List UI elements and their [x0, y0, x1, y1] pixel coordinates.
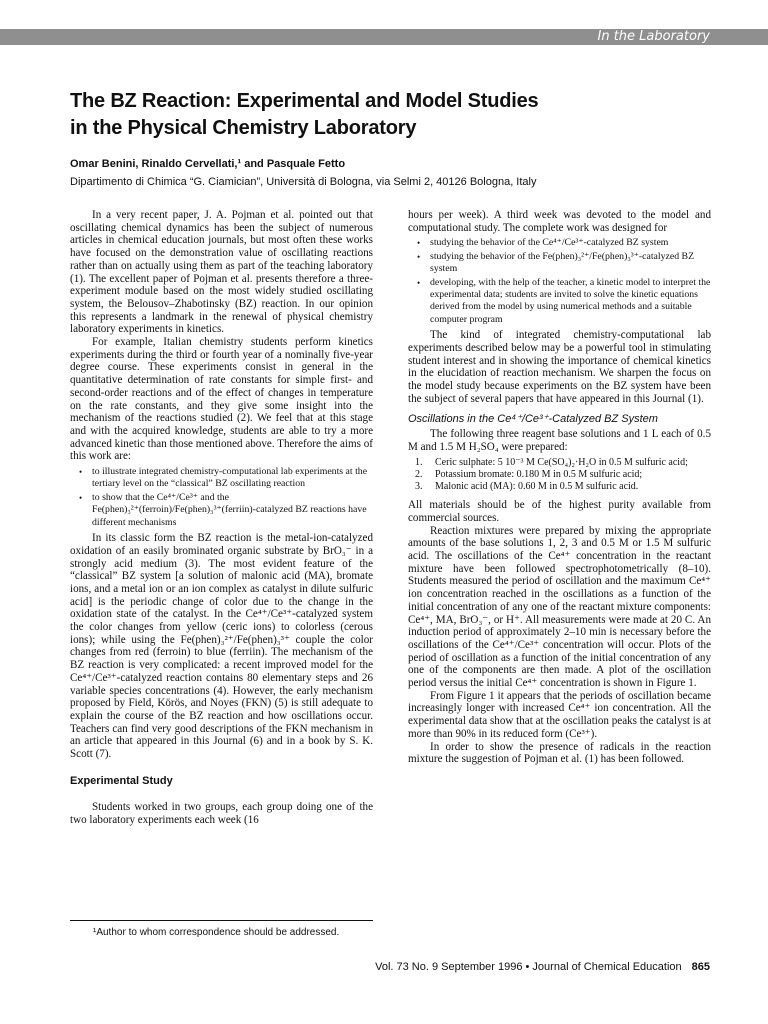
- aims-list: [70, 466, 373, 529]
- paragraph: hours per week). A third week was devoted to the model and computational study. The complete work was designed for: [408, 209, 711, 234]
- paragraph: Students worked in two groups, each group doing one of the two laboratory experiments each week (16: [70, 801, 373, 827]
- section-header-bar: [0, 29, 768, 45]
- paragraph: In order to show the presence of radicals in the reaction mixture the suggestion of Pojman et al. (1) has been followed.: [408, 740, 711, 766]
- affiliation: Dipartimento di Chimica “G. Ciamician”, Università di Bologna, via Selmi 2, 40126 Bologna, Italy: [70, 176, 537, 188]
- paragraph: From Figure 1 it appears that the periods of oscillation became increasingly longer with increased Ce⁴⁺ ion concentration. All the experimental data show that at the oscillation peaks the catalyst is at more than 90% in its reduced form (Ce³⁺).: [408, 689, 711, 740]
- paragraph: Reaction mixtures were prepared by mixing the appropriate amounts of the base solutions 1, 2, 3 and 0.5 M or 1.5 M sulfuric acid. The oscillations of the Ce⁴⁺ concentration in the reactant mixture have been followed spectrophotometrically (8–10). Students measured the period of oscillation and the maximum Ce⁴⁺ ion concentration reached in the oscillations as a function of the initial concentration of any one of the reactant mixture components: Ce⁴⁺, MA, BrO₃⁻, or H⁺. All measurements were made at 20 C. An induction period of approximately 2–10 min is necessary before the oscillations of the Ce⁴⁺/Ce³⁺ concentration will occur. Plots of the period of oscillation as a function of the initial concentration of any one of the components are then made. A plot of the oscillation period versus the initial Ce⁴⁺ concentration is shown in Figure 1.: [408, 524, 711, 690]
- list-item: • to show that the Ce⁴⁺/Ce³⁺ and the Fe(phen)₃²⁺(ferroin)/Fe(phen)₃³⁺(ferriin)-catalyzed BZ reactions have different mechanisms: [79, 491, 367, 528]
- section-label: In the Laboratory: [597, 29, 710, 44]
- title-line-2: in the Physical Chemistry Laboratory: [70, 117, 417, 139]
- left-column: [70, 209, 373, 827]
- paragraph: The following three reagent base solutions and 1 L each of 0.5 M and 1.5 M H₂SO₄ were prepared:: [408, 428, 711, 453]
- list-item: • studying the behavior of the Ce⁴⁺/Ce³⁺-catalyzed BZ system: [417, 237, 669, 249]
- page-number: 865: [691, 961, 710, 973]
- author-list: Omar Benini, Rinaldo Cervellati,¹ and Pasquale Fetto: [70, 158, 346, 170]
- solutions-list: [408, 457, 711, 494]
- title-line-1: The BZ Reaction: Experimental and Model Studies: [70, 90, 539, 112]
- bullet-icon: •: [417, 277, 421, 288]
- footnote: ¹Author to whom correspondence should be addressed.: [93, 927, 340, 938]
- list-item: 2. Potassium bromate: 0.180 M in 0.5 M sulfuric acid;: [415, 468, 643, 480]
- bullet-icon: •: [417, 251, 421, 262]
- list-item: • to illustrate integrated chemistry-computational lab experiments at the tertiary level on the “classical” BZ oscillating reaction: [79, 466, 368, 490]
- journal-citation: Vol. 73 No. 9 September 1996 • Journal of Chemical Education: [375, 961, 682, 973]
- paragraph: In a very recent paper, J. A. Pojman et al. pointed out that oscillating chemical dynamics has been the subject of numerous articles in chemical education journals, but most often these works have focused on the demonstration value of oscillating reactions rather than on actually using them as part of the teaching laboratory (1). The excellent paper of Pojman et al. presents therefore a three-experiment module based on the most widely studied oscillating system, the Belousov–Zhabotinsky (BZ) reaction. In our opinion this represents a landmark in the renewal of physical chemistry laboratory experiments in kinetics.: [70, 209, 373, 336]
- article-title: [70, 88, 710, 142]
- bullet-icon: •: [79, 467, 83, 478]
- paragraph: All materials should be of the highest purity available from commercial sources.: [408, 499, 711, 524]
- footnote-divider: [70, 920, 373, 921]
- list-item: 3. Malonic acid (MA): 0.60 M in 0.5 M sulfuric acid.: [415, 480, 639, 492]
- list-item: 1. Ceric sulphate: 5 10⁻³ M Ce(SO₄)₂·H₂O in 0.5 M sulfuric acid;: [415, 456, 688, 468]
- design-list: [408, 237, 711, 326]
- page-footer: [375, 961, 710, 973]
- subsection-heading: Oscillations in the Ce⁴⁺/Ce³⁺-Catalyzed BZ System: [408, 413, 658, 426]
- paragraph: The kind of integrated chemistry-computational lab experiments described below may be a powerful tool in stimulating student interest and in showing the importance of chemical kinetics in the elucidation of reaction mechanism. We sharpen the focus on the model study because experiments on the BZ system have been the subject of several papers that have appeared in this Journal (1).: [408, 329, 711, 405]
- bullet-icon: •: [417, 238, 421, 249]
- right-column: [408, 209, 711, 766]
- paragraph: For example, Italian chemistry students perform kinetics experiments during the third or fourth year of a nominally five-year degree course. These experiments consist in general in the quantitative determination of rate constants for simple first- and second-order reactions and of the effect of changes in temperature on the rate constants, and they give some insight into the mechanism of the reactions studied (2). We feel that at this stage and with the acquired knowledge, students are able to try a more advanced kinetic than those mentioned above. Therefore the aims of this work are:: [70, 336, 373, 463]
- paragraph: In its classic form the BZ reaction is the metal-ion-catalyzed oxidation of an easily brominated organic substrate by BrO₃⁻ in a strongly acid medium (3). The most evident feature of the “classical” BZ system [a solution of malonic acid (MA), bromate ions, and a metal ion or an ion complex as catalyst in dilute sulfuric acid] is the periodic change of color due to the change in the oxidation state of the catalyst. In the Ce⁴⁺/Ce³⁺-catalyzed system the color changes from yellow (ceric ions) to colorless (cerous ions); while using the Fe(phen)₃²⁺/Fe(phen)₃³⁺ couple the color changes from red (ferroin) to blue (ferriin). The mechanism of the BZ reaction is very complicated: a recent improved model for the Ce⁴⁺/Ce³⁺-catalyzed reaction contains 80 elementary steps and 26 variable species concentrations (4). However, the early mechanism proposed by Field, Körös, and Noyes (FKN) (5) is still adequate to explain the course of the BZ reaction and how oscillations occur. Teachers can find very good descriptions of the FKN mechanism in an article that appeared in this Journal (6) and in a book by S. K. Scott (7).: [70, 532, 373, 761]
- list-item: • developing, with the help of the teacher, a kinetic model to interpret the experimental data; students are invited to solve the kinetic equations derived from the model by using numerical methods and a suitable computer program: [417, 276, 711, 325]
- bullet-icon: •: [79, 492, 83, 503]
- list-item: • studying the behavior of the Fe(phen)₃²⁺/Fe(phen)₃³⁺-catalyzed BZ system: [417, 250, 695, 275]
- section-heading: Experimental Study: [70, 774, 173, 787]
